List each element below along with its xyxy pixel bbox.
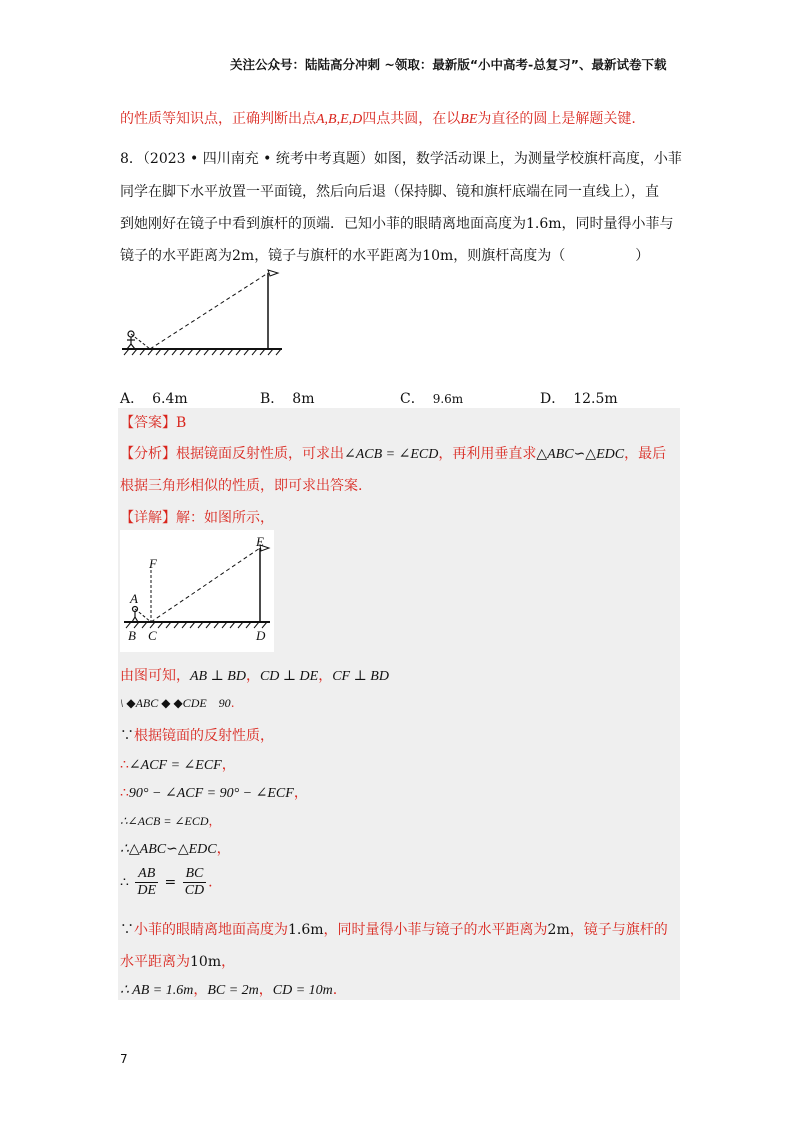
option-c: C． 9.6m	[400, 391, 464, 407]
step-substitution: ∴ AB = 1.6m，BC = 2m，CD = 10m.	[120, 982, 338, 998]
label-f: F	[149, 556, 157, 571]
analysis-line-1: 【分析】根据镜面反射性质，可求出∠ACB = ∠ECD，再利用垂直求△ABC∽△EDC，最后	[120, 446, 667, 462]
question-line-1: 8．（2023 • 四川南充 • 统考中考真题）如图，数学活动课上，为测量学校旗杆高度，小菲	[120, 151, 682, 167]
step-similar: ∴△ABC∽△EDC，	[120, 841, 231, 857]
label-d: D	[256, 628, 266, 643]
step-complement: ∴90° − ∠ACF = 90° − ∠ECF，	[120, 785, 308, 801]
detail-line: 【详解】解：如图所示，	[120, 510, 274, 526]
analysis-line-2: 根据三角形相似的性质，即可求出答案.	[120, 478, 363, 494]
person-icon	[127, 331, 135, 349]
label-a: A	[130, 591, 138, 606]
step-right-angles: \ ◆ABC ◆ ◆CDE 90.	[120, 696, 235, 710]
step-given-values: ∵小菲的眼睛离地面高度为1.6m，同时量得小菲与镜子的水平距离为2m，镜子与旗杆的	[120, 922, 668, 938]
option-a: A． 6.4m	[120, 391, 188, 407]
sight-line-reflected	[150, 273, 268, 349]
answer-line: 【答案】B	[120, 415, 187, 431]
option-b: B． 8m	[260, 391, 315, 407]
label-e: E	[256, 534, 264, 549]
question-diagram	[118, 265, 288, 360]
label-c: C	[148, 628, 157, 643]
page-number: 7	[120, 1052, 128, 1066]
question-line-3: 到她刚好在镜子中看到旗杆的顶端．已知小菲的眼睛离地面高度为1.6m，同时量得小菲与	[120, 216, 674, 232]
flag-icon	[268, 270, 278, 276]
step-given-values-cont: 水平距离为10m，	[120, 954, 236, 970]
question-line-2: 同学在脚下水平放置一平面镜，然后向后退（保持脚、镜和旗杆底端在同一直线上），直	[120, 184, 659, 200]
step-angle-acb: ∴∠ACB = ∠ECD，	[120, 814, 221, 828]
solution-diagram	[120, 530, 274, 652]
step-angle-acf: ∴∠ACF = ∠ECF，	[120, 757, 236, 773]
step-reflection: ∵根据镜面的反射性质，	[120, 728, 274, 744]
step-perpendicular: 由图可知，AB ⊥ BD，CD ⊥ DE，CF ⊥ BD	[120, 668, 389, 684]
step-ratio: ∴ $\frac{AB}{DE}$ = $\frac{BC}{CD}$ .	[120, 866, 213, 898]
question-line-4: 镜子的水平距离为2m，镜子与旗杆的水平距离为10m，则旗杆高度为（ ）	[120, 248, 650, 264]
page-header: 关注公众号：陆陆高分冲刺 ~领取：最新版“小中高考-总复习”、最新试卷下载	[230, 57, 667, 72]
intro-line: 的性质等知识点，正确判断出点A,B,E,D四点共圆，在以BE为直径的圆上是解题关键.	[120, 111, 636, 127]
option-d: D． 12.5m	[540, 391, 618, 407]
label-b: B	[128, 628, 136, 643]
